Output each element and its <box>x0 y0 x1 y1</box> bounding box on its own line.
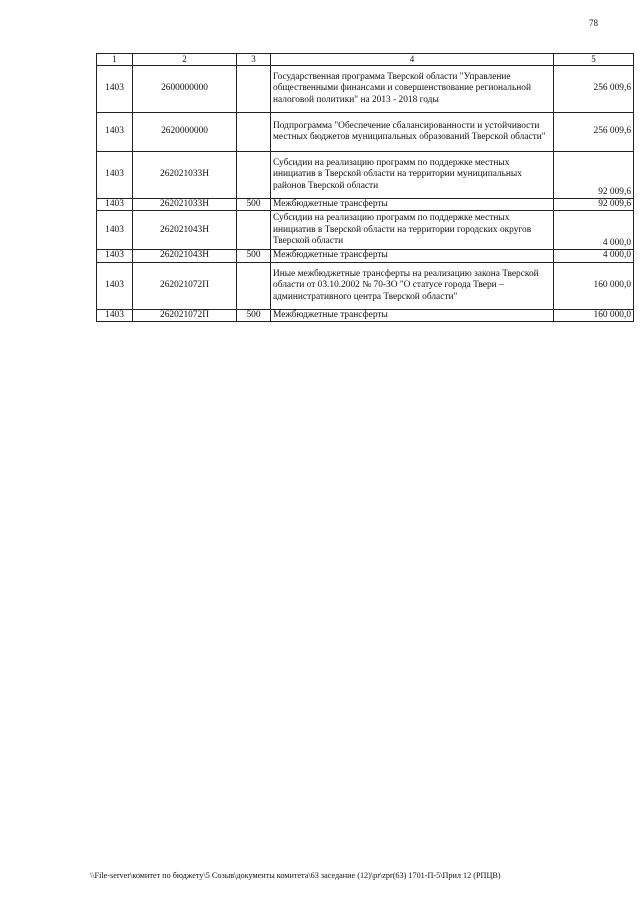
amount: 4 000,0 <box>554 250 634 262</box>
header-col-5: 5 <box>554 54 634 66</box>
target-article-code: 262021043Н <box>133 211 237 250</box>
section-code: 1403 <box>97 309 133 321</box>
expense-type-code <box>237 152 271 199</box>
file-path-footer: \\File-server\комитет по бюджету\5 Созыв\документы комитета\63 заседание (12)\pr\zpr(63) 1701-П-5\Прил 12 (РПЦВ) <box>90 871 501 880</box>
budget-table <box>96 53 634 322</box>
expense-type-code <box>237 262 271 309</box>
header-col-2: 2 <box>133 54 237 66</box>
table-row <box>97 199 634 211</box>
amount: 256 009,6 <box>554 66 634 113</box>
table-header-row <box>97 54 634 66</box>
amount: 92 009,6 <box>554 152 634 199</box>
expense-type-code <box>237 113 271 152</box>
item-description: Государственная программа Тверской области "Управление общественными финансами и совершенствование региональной налоговой политики" на 2013 - 2018 годы <box>271 66 554 113</box>
target-article-code: 262021033Н <box>133 199 237 211</box>
target-article-code: 262021043Н <box>133 250 237 262</box>
target-article-code: 2620000000 <box>133 113 237 152</box>
item-description: Межбюджетные трансферты <box>271 250 554 262</box>
section-code: 1403 <box>97 262 133 309</box>
amount: 4 000,0 <box>554 211 634 250</box>
target-article-code: 262021033Н <box>133 152 237 199</box>
item-description: Межбюджетные трансферты <box>271 309 554 321</box>
page-number: 78 <box>589 18 598 28</box>
table-row <box>97 309 634 321</box>
expense-type-code: 500 <box>237 309 271 321</box>
header-col-4: 4 <box>271 54 554 66</box>
expense-type-code: 500 <box>237 250 271 262</box>
section-code: 1403 <box>97 66 133 113</box>
amount: 92 009,6 <box>554 199 634 211</box>
target-article-code: 2600000000 <box>133 66 237 113</box>
header-col-1: 1 <box>97 54 133 66</box>
amount: 160 000,0 <box>554 262 634 309</box>
table-row <box>97 66 634 113</box>
table-row <box>97 211 634 250</box>
table-row <box>97 152 634 199</box>
header-col-3: 3 <box>237 54 271 66</box>
target-article-code: 262021072П <box>133 262 237 309</box>
target-article-code: 262021072П <box>133 309 237 321</box>
expense-type-code <box>237 66 271 113</box>
table-row <box>97 250 634 262</box>
section-code: 1403 <box>97 199 133 211</box>
item-description: Межбюджетные трансферты <box>271 199 554 211</box>
item-description: Подпрограмма "Обеспечение сбалансированности и устойчивости местных бюджетов муниципальных образований Тверской области" <box>271 113 554 152</box>
amount: 256 009,6 <box>554 113 634 152</box>
section-code: 1403 <box>97 250 133 262</box>
table-row <box>97 113 634 152</box>
table-row <box>97 262 634 309</box>
item-description: Субсидии на реализацию программ по поддержке местных инициатив в Тверской области на территории городских округов Тверской области <box>271 211 554 250</box>
section-code: 1403 <box>97 211 133 250</box>
item-description: Иные межбюджетные трансферты на реализацию закона Тверской области от 03.10.2002 № 70-ЗО "О статусе города Твери – административного центра Тверской области" <box>271 262 554 309</box>
section-code: 1403 <box>97 152 133 199</box>
amount: 160 000,0 <box>554 309 634 321</box>
expense-type-code: 500 <box>237 199 271 211</box>
expense-type-code <box>237 211 271 250</box>
item-description: Субсидии на реализацию программ по поддержке местных инициатив в Тверской области на территории муниципальных районов Тверской области <box>271 152 554 199</box>
section-code: 1403 <box>97 113 133 152</box>
